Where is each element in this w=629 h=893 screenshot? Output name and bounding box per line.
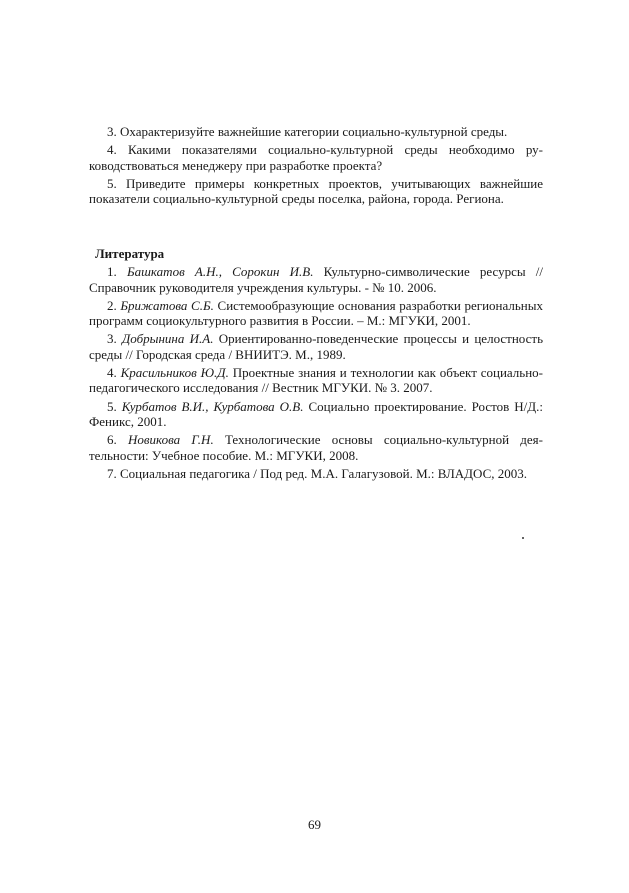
literature-item [89, 365, 543, 396]
literature-item [89, 264, 543, 295]
question-3: 3. Охарактеризуйте важнейшие категории социально-культурной среды. [107, 124, 508, 139]
item-author: Добрынина И.А. [122, 331, 214, 347]
item-author: Брижатова С.Б. [120, 297, 214, 313]
question-5: 5. Приведите примеры конкретных проектов, учитывающих важнейшие показатели социально-культурной среды поселка, района, города. Региона. [89, 175, 543, 207]
item-author: Новикова Г.Н. [127, 432, 214, 448]
item-author: Красильников Ю.Д. [120, 365, 229, 381]
item-text: Культурно-символические ресурсы // Справочник руководителя учреждения культуры. - № 10. 2006. [89, 264, 544, 295]
item-number: 1. [107, 264, 117, 280]
literature-item [89, 331, 543, 362]
question-4: 4. Какими показателями социально-культурной среды необходимо руководствоваться менеджеру при разработке проекта? [89, 142, 543, 173]
page-number: 69 [308, 817, 321, 832]
item-text: Социальная педагогика / Под ред. М.А. Галагузовой. М.: ВЛАДОС, 2003. [120, 465, 527, 481]
literature-heading: Литература [95, 246, 165, 261]
item-number: 3. [107, 331, 117, 347]
item-text: Технологические основы социально-культурной деятельности: Учебное пособие. М.: МГУКИ, 2008. [89, 432, 543, 463]
item-number: 7. [107, 465, 117, 481]
item-text: Ориентированно-поведенческие процессы и целостность среды // Городская среда / ВНИИТЭ. М., 1989. [89, 331, 543, 362]
item-number: 5. [107, 398, 117, 414]
item-author: Курбатов В.И., Курбатова О.В. [121, 398, 304, 414]
item-number: 2. [107, 297, 117, 313]
item-number: 4. [107, 365, 117, 381]
item-text: Проектные знания и технологии как объект социально-педагогического исследования // Вестник МГУКИ. № 3. 2007. [89, 365, 544, 396]
item-number: 6. [107, 432, 117, 448]
item-text: Социально проектирование. Ростов Н/Д.: Феникс, 2001. [89, 398, 543, 429]
literature-item [89, 298, 543, 329]
item-text: Системообразующие основания разработки региональных программ социокультурного развития в России. – М.: МГУКИ, 2001. [89, 297, 543, 329]
literature-item [89, 399, 543, 430]
review-questions [89, 124, 543, 209]
literature-section [89, 246, 543, 484]
scan-speck [522, 537, 524, 539]
literature-item [89, 466, 543, 481]
item-author: Башкатов А.Н., Сорокин И.В. [126, 264, 314, 280]
literature-item [89, 432, 543, 463]
